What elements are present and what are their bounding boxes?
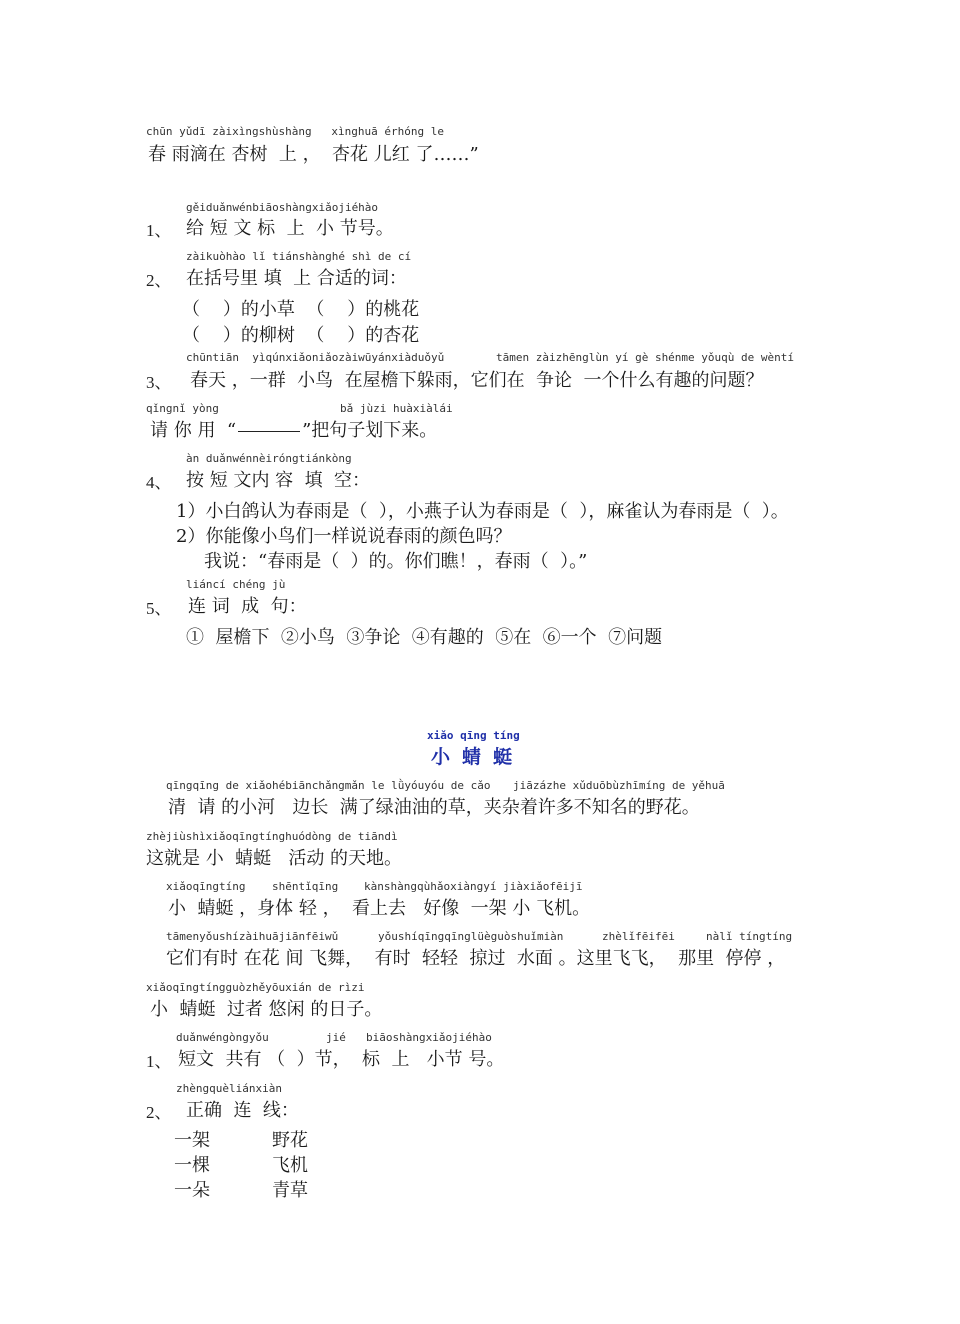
question-pinyin: qǐngnǐ yòng: [146, 402, 219, 415]
fill-blank-row: （ ）的柳树 （ ）的杏花: [182, 325, 420, 346]
match-left-item: 一朵: [174, 1180, 210, 1201]
question-text: 在括号里 填 上 合适的词：: [186, 268, 407, 289]
question-pinyin: zàikuòhào lǐ tiánshànghé shì de cí: [186, 250, 412, 263]
question-number: 5、: [146, 599, 172, 618]
pinyin-line: zhèjiùshìxiǎoqīngtínghuódòng de tiāndì: [146, 830, 398, 843]
underline-blank: [238, 431, 300, 432]
sub-question: 我说：“春雨是（ ）的。你们瞧！，春雨（ ）。”: [204, 551, 588, 572]
question-text: 请 你 用 “ ”把句子划下来。: [150, 420, 438, 441]
question-number: 3、: [146, 373, 172, 392]
question-text: 正确 连 线：: [186, 1100, 299, 1121]
question-pinyin: biāoshàngxiǎojiéhào: [366, 1031, 492, 1044]
text-line: 清 请 的小河 边长 满了绿油油的草，夹杂着许多不知名的野花。: [168, 797, 700, 818]
text-line: 小 蜻蜓 ，身体 轻 ， 看上去 好像 一架 小 飞机。: [168, 898, 591, 919]
question-number: 1、: [146, 1052, 172, 1071]
word-list: ① 屋檐下 ②小鸟 ③争论 ④有趣的 ⑤在 ⑥一个 ⑦问题: [186, 627, 663, 648]
fill-blank-row: （ ）的小草 （ ）的桃花: [182, 299, 420, 320]
pinyin-line: nàlǐ tíngtíng: [706, 930, 793, 943]
pinyin-line: zhèlǐfēifēi: [602, 930, 675, 943]
text-line: 春 雨滴在 杏树 上 ， 杏花 儿红 了……”: [148, 144, 479, 165]
pinyin-line: qīngqīng de xiǎohébiānchǎngmǎn le lǜyóuyóu de cǎo: [166, 779, 491, 792]
pinyin-line: xiǎoqīngtíngguòzhěyōuxián de rìzi: [146, 981, 365, 994]
question-number: 2、: [146, 1103, 172, 1122]
text-line: 小 蜻蜓 过者 悠闲 的日子。: [150, 999, 383, 1020]
sub-question: 2）你能像小鸟们一样说说春雨的颜色吗？: [176, 526, 512, 547]
question-pinyin: bǎ jùzi huàxiàlái: [340, 402, 453, 415]
question-text: 短文 共有 （ ）节， 标 上 小节 号。: [178, 1049, 505, 1070]
question-text: 给 短 文 标 上 小 节号。: [186, 218, 394, 239]
question-pinyin: tāmen zàizhēnglùn yí gè shénme yǒuqù de wèntí: [496, 351, 795, 364]
title-pinyin: xiǎo qīng tíng: [427, 729, 520, 742]
question-pinyin: jié: [326, 1031, 346, 1044]
question-number: 1、: [146, 221, 172, 240]
question-text: 连 词 成 句：: [188, 596, 307, 617]
sub-question: 1）小白鸽认为春雨是（ ），小燕子认为春雨是（ ），麻雀认为春雨是（ ）。: [176, 501, 789, 522]
question-pinyin: chūntiān yìqúnxiǎoniǎozàiwūyánxiàduǒyǔ: [186, 351, 445, 364]
pinyin-line: xiǎoqīngtíng: [166, 880, 246, 893]
match-right-item: 野花: [272, 1130, 308, 1151]
question-number: 2、: [146, 271, 172, 290]
question-text: 按 短 文内 容 填 空：: [186, 470, 371, 491]
pinyin-line: tāmenyǒushízàihuājiānfēiwǔ: [166, 930, 339, 943]
match-right-item: 青草: [272, 1180, 308, 1201]
question-pinyin: gěiduǎnwénbiāoshàngxiǎojiéhào: [186, 201, 379, 214]
question-number: 4、: [146, 473, 172, 492]
question-text: 春天 ，一群 小鸟 在屋檐下躲雨，它们在 争论 一个什么有趣的问题？: [190, 370, 764, 391]
pinyin-line: shēntǐqīng: [272, 880, 339, 893]
question-pinyin: liáncí chéng jù: [186, 578, 286, 591]
pinyin-line: chūn yǔdī zàixìngshùshàng xìnghuā érhóng le: [146, 125, 445, 138]
match-left-item: 一架: [174, 1130, 210, 1151]
match-left-item: 一棵: [174, 1155, 210, 1176]
text-line: 它们有时 在花 间 飞舞， 有时 轻轻 掠过 水面 。这里飞飞， 那里 停停 ，: [166, 948, 786, 969]
pinyin-line: jiāzázhe xǔduōbùzhīmíng de yěhuā: [513, 779, 725, 792]
pinyin-line: kànshàngqùhǎoxiàngyí jiàxiǎofēijī: [364, 880, 583, 893]
question-pinyin: zhèngquèliánxiàn: [176, 1082, 282, 1095]
page-title: 小蜻蜓: [431, 746, 525, 768]
pinyin-line: yǒushíqīngqīnglüèguòshuǐmiàn: [378, 930, 564, 943]
question-pinyin: duǎnwéngòngyǒu: [176, 1031, 269, 1044]
question-pinyin: àn duǎnwénnèiróngtiánkòng: [186, 452, 352, 465]
text-line: 这就是 小 蜻蜓 活动 的天地。: [146, 848, 403, 869]
match-right-item: 飞机: [272, 1155, 308, 1176]
